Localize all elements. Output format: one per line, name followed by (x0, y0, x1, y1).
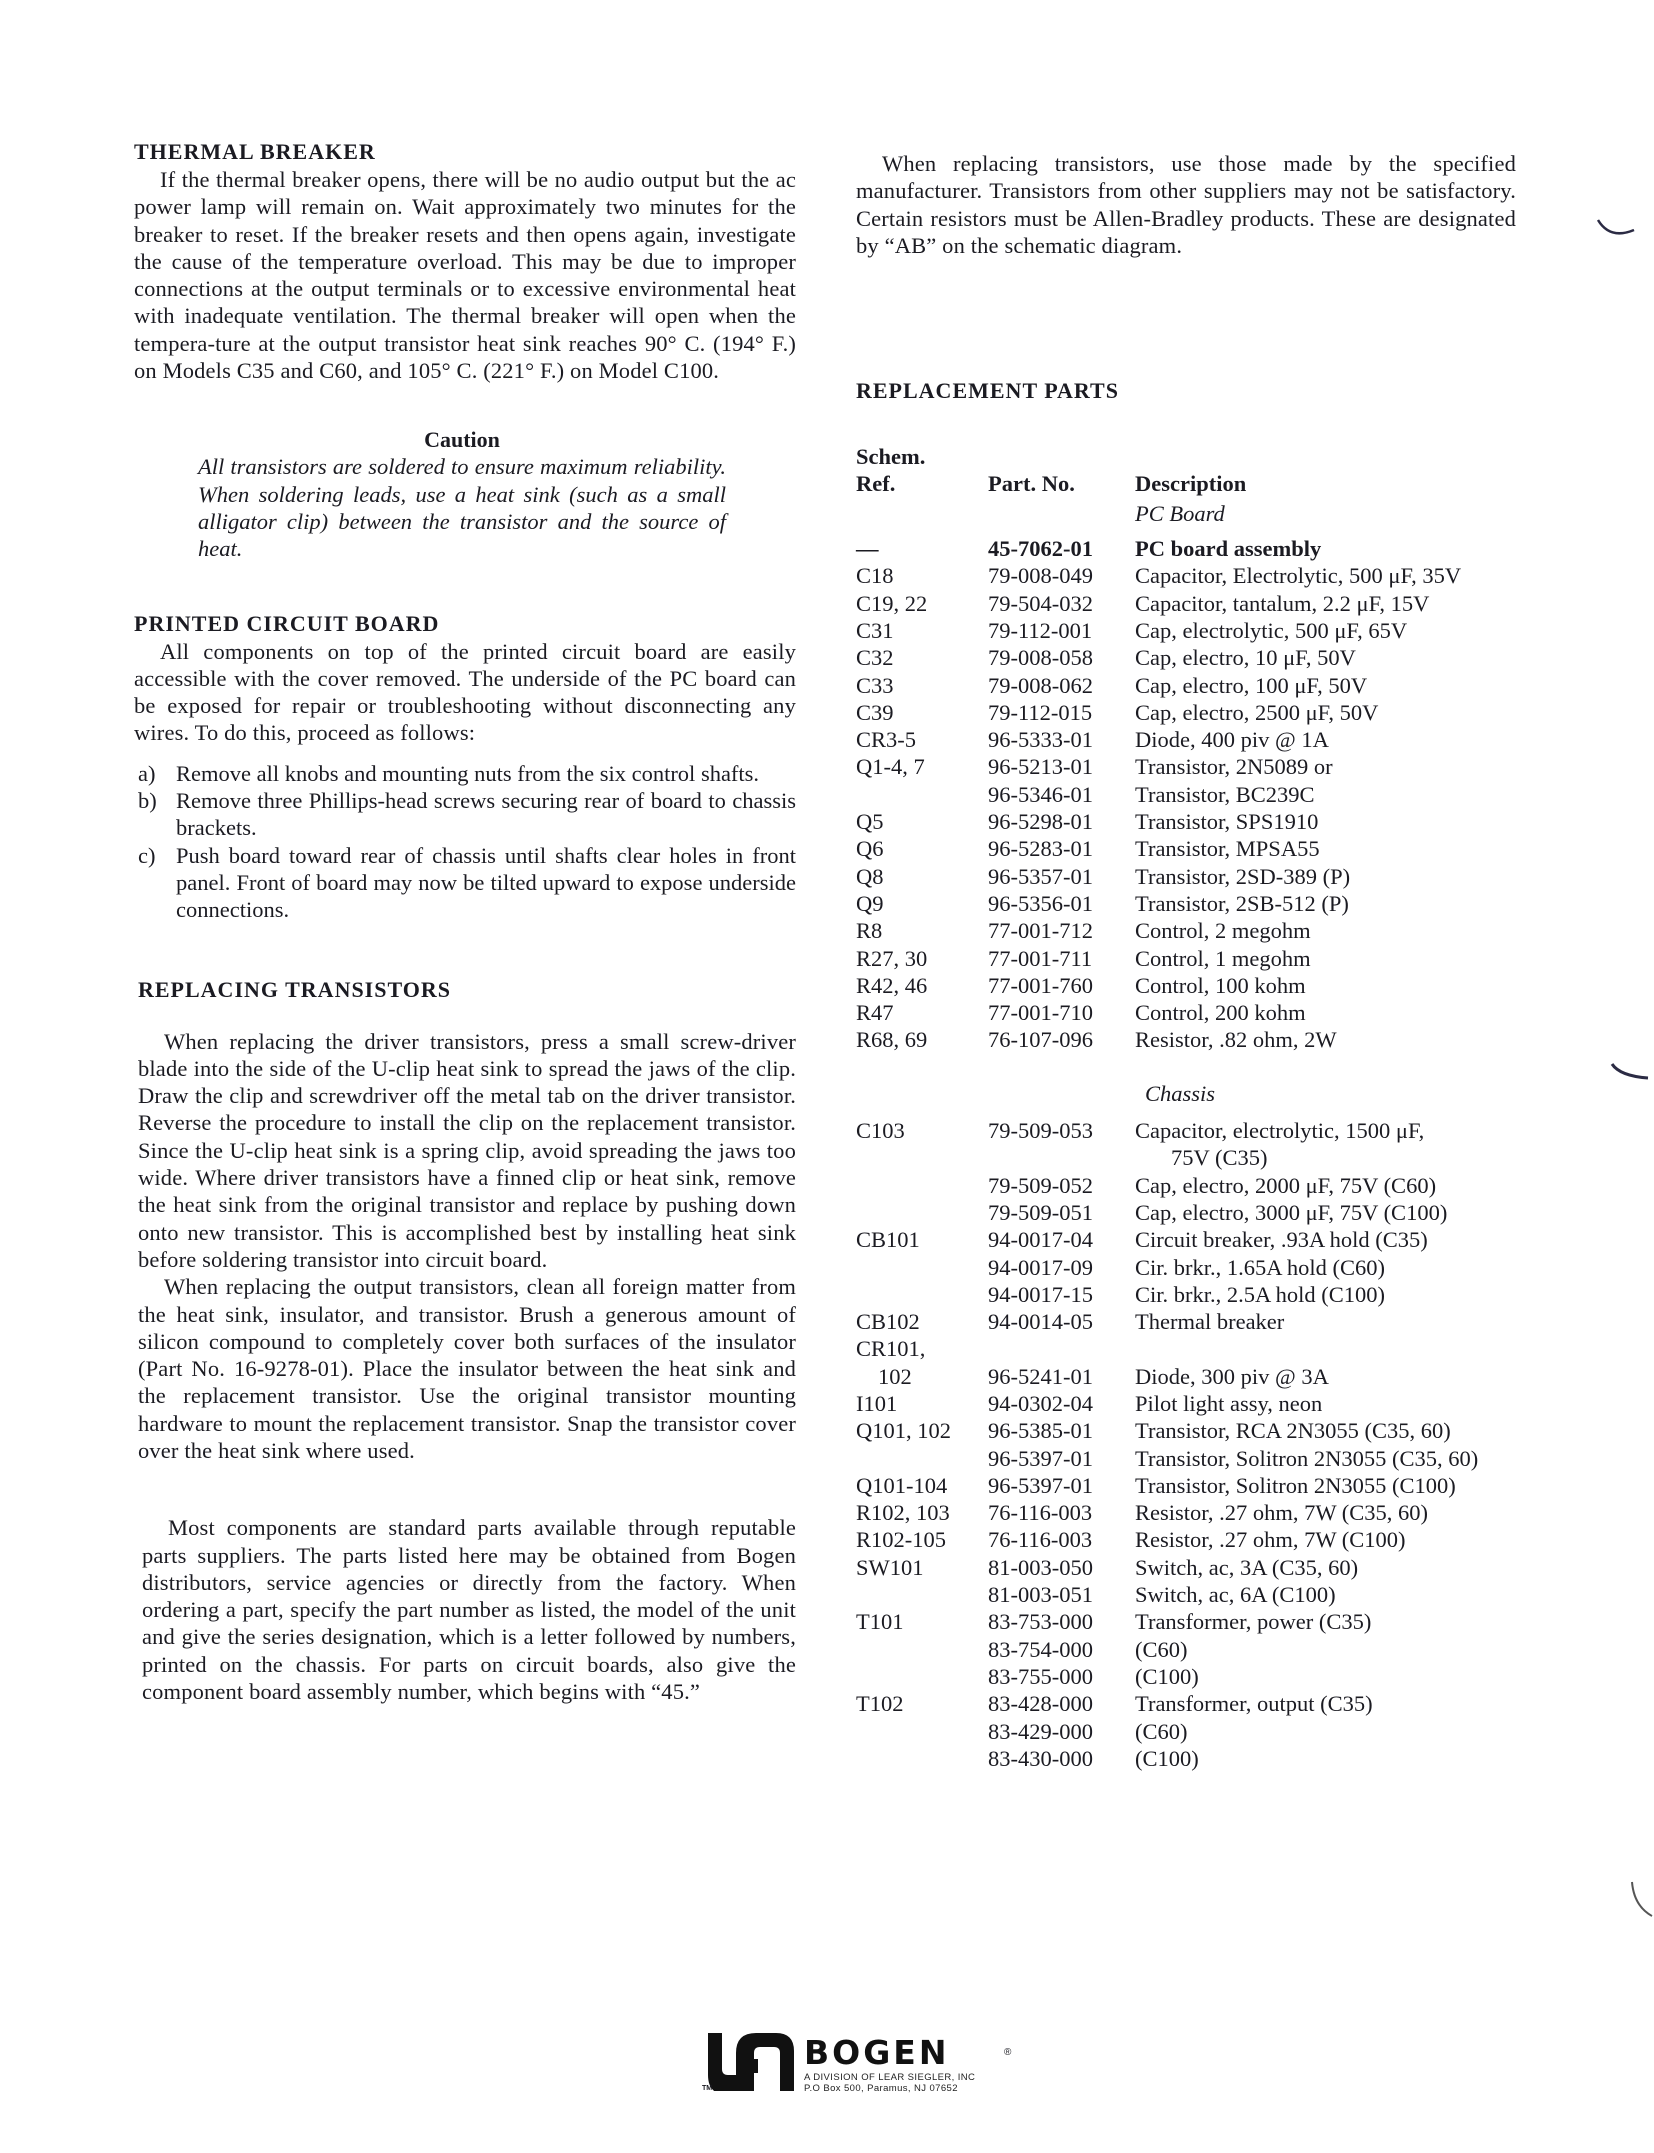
ref-text: T102 (856, 1691, 904, 1717)
cell-part-number: 83-430-000 (988, 1745, 1093, 1771)
ref-text: R27, 30 (856, 945, 928, 971)
step-text: Push board toward rear of chassis until shafts clear holes in front panel. Front of board may now be tilted upward to expose underside connections. (176, 842, 796, 923)
cell-part-number: 96-5213-01 (988, 754, 1093, 780)
cell-ref (856, 590, 988, 617)
cell-ref (856, 1199, 988, 1226)
subsection-title-pc-board: PC Board (1135, 500, 1225, 526)
table-row (856, 1554, 1478, 1581)
description-text: Transistor, 2SD-389 (P) (1135, 863, 1351, 889)
cell-ref (856, 726, 988, 753)
description-text: Transistor, Solitron 2N3055 (C100) (1135, 1472, 1456, 1498)
description-text: Pilot light assy, neon (1135, 1390, 1323, 1416)
trademark-mark: TM (702, 2085, 713, 2092)
description-text: (C100) (1135, 1663, 1199, 1689)
printed-circuit-board-section (134, 610, 796, 924)
description-text: Capacitor, tantalum, 2.2 μF, 15V (1135, 590, 1430, 616)
bogen-logo (704, 2025, 1034, 2097)
address-text: P.O Box 500, Paramus, NJ 07652 (804, 2083, 958, 2094)
caution-title: Caution (424, 427, 500, 453)
cell-ref (856, 1718, 988, 1745)
table-row (856, 1718, 1478, 1745)
ref-text: C31 (856, 617, 894, 643)
cell-description (1135, 1608, 1478, 1635)
cell-description (1135, 1026, 1478, 1053)
cell-part-number: 96-5385-01 (988, 1418, 1093, 1444)
cell-part-number: 96-5397-01 (988, 1472, 1093, 1498)
ref-text: Q101-104 (856, 1472, 948, 1498)
description-text: Thermal breaker (1135, 1309, 1285, 1335)
ref-text: C39 (856, 699, 894, 725)
cell-ref (856, 808, 988, 835)
cell-description (1135, 781, 1478, 808)
cell-part-number: 77-001-710 (988, 1000, 1093, 1026)
cell-description (1135, 1718, 1478, 1745)
description-text: Transistor, BC239C (1135, 781, 1315, 807)
cell-description (1135, 1417, 1478, 1444)
table-row (856, 1472, 1478, 1499)
ref-text: C19, 22 (856, 590, 928, 616)
ref-text: R102, 103 (856, 1500, 950, 1526)
cell-part-number: 79-112-015 (988, 699, 1093, 725)
cell-description (1135, 835, 1478, 862)
pcb-step (134, 787, 796, 842)
column-header-ref-line2: Ref. (856, 471, 896, 497)
ref-text: Q1-4, 7 (856, 754, 925, 780)
caution-box (198, 426, 726, 562)
table-row (856, 890, 1478, 917)
description-text: Cir. brkr., 2.5A hold (C100) (1135, 1281, 1386, 1307)
ref-text: CB101 (856, 1227, 920, 1253)
step-label: a) (138, 760, 156, 786)
description-text: Capacitor, Electrolytic, 500 μF, 35V (1135, 563, 1462, 589)
replacing-transistors-para-1: When replacing the driver transistors, press a small screw-driver blade into the side of the U-clip heat sink to spread the jaws of the clip. Draw the clip and screwdriver off the metal tab on the driver transistor. Reverse the procedure to install the clip on the replacement transistor. Since the U-clip heat sink is a spring clip, avoid spreading the jaws too wide. Where driver transistors have a finned clip or heat sink, remove the heat sink from the original transistor and replace by pushing down onto new transistor. This is accomplished best by installing heat sink before soldering transistor into circuit board. (138, 1028, 796, 1272)
cell-part-number: 81-003-051 (988, 1582, 1093, 1608)
table-row (856, 781, 1478, 808)
cell-part-number: 96-5397-01 (988, 1445, 1093, 1471)
description-text: Control, 100 kohm (1135, 972, 1306, 998)
table-row (856, 1117, 1478, 1172)
cell-ref (856, 1335, 988, 1390)
pcb-body: All components on top of the printed circuit board are easily accessible with the cover removed. The underside of the PC board can be exposed for repair or troubleshooting without disconnecting any wires. To do this, proceed as follows: (134, 638, 796, 746)
description-text: Transistor, SPS1910 (1135, 809, 1319, 835)
description-text: Cap, electrolytic, 500 μF, 65V (1135, 617, 1408, 643)
table-row (856, 1026, 1478, 1053)
cell-part-number: 76-116-003 (988, 1527, 1093, 1553)
cell-description (1135, 1636, 1478, 1663)
table-row (856, 617, 1478, 644)
cell-description (1135, 1690, 1478, 1717)
thermal-breaker-section (134, 138, 796, 384)
description-text: Resistor, .82 ohm, 2W (1135, 1027, 1337, 1053)
cell-part-number: 83-754-000 (988, 1636, 1093, 1662)
cell-part-number: 79-509-052 (988, 1172, 1093, 1198)
description-text: Transformer, output (C35) (1135, 1691, 1373, 1717)
ref-text: C33 (856, 672, 894, 698)
cell-ref (856, 1417, 988, 1444)
left-column (134, 138, 796, 1705)
scan-mark-icon (1596, 200, 1636, 240)
cell-ref (856, 917, 988, 944)
cell-ref (856, 535, 988, 562)
cell-part-number: 94-0017-04 (988, 1227, 1093, 1253)
table-row (856, 699, 1478, 726)
cell-ref (856, 1581, 988, 1608)
description-text: Circuit breaker, .93A hold (C35) (1135, 1227, 1428, 1253)
cell-description (1135, 1254, 1478, 1281)
replacing-transistors-heading: REPLACING TRANSISTORS (138, 976, 451, 1002)
description-text: Cir. brkr., 1.65A hold (C60) (1135, 1254, 1386, 1280)
table-row (856, 808, 1478, 835)
replacing-transistors-para-2: When replacing the output transistors, clean all foreign matter from the heat sink, insulator, and transistor. Brush a generous amount of silicon compound to completely cover both surfaces of the insulator (Part No. 16-9278-01). Place the insulator between the heat sink and the replacement transistor. Use the original transistor mounting hardware to mount the replacement transistor. Snap the transistor cover over the heat sink where used. (138, 1274, 796, 1463)
cell-description (1135, 1308, 1478, 1335)
cell-description (1135, 644, 1478, 671)
cell-description (1135, 672, 1478, 699)
ref-text: Q5 (856, 809, 884, 835)
cell-part-number: 76-116-003 (988, 1500, 1093, 1526)
cell-part-number: 96-5346-01 (988, 781, 1093, 807)
cell-part-number: 77-001-712 (988, 918, 1093, 944)
cell-part-number: 77-001-760 (988, 972, 1093, 998)
cell-description (1135, 1172, 1478, 1199)
description-text: Cap, electro, 2000 μF, 75V (C60) (1135, 1172, 1437, 1198)
cell-ref (856, 1608, 988, 1635)
description-text: Control, 2 megohm (1135, 918, 1311, 944)
description-text: Cap, electro, 10 μF, 50V (1135, 645, 1356, 671)
table-row (856, 863, 1478, 890)
ref-text: Q9 (856, 890, 884, 916)
ref-text: I101 (856, 1390, 898, 1416)
column-header-ref-line1: Schem. (856, 444, 926, 470)
ref-text: CB102 (856, 1309, 920, 1335)
caution-body: All transistors are soldered to ensure maximum reliability. When soldering leads, use a heat sink (such as a small alligator clip) between the transistor and the source of heat. (198, 454, 726, 562)
thermal-breaker-body: If the thermal breaker opens, there will be no audio output but the ac power lamp will remain on. Wait approximately two minutes for the breaker to reset. If the breaker resets and then opens again, investigate the cause of the temperature overload. This may be due to improper connections at the output terminals or to excessive environmental heat with inadequate ventilation. The thermal breaker will open when the tempera-ture at the output transistor heat sink reaches 90° C. (194° F.) on Models C35 and C60, and 105° C. (221° F.) on Model C100. (134, 167, 796, 384)
description-text: Cap, electro, 2500 μF, 50V (1135, 699, 1379, 725)
description-text: Transformer, power (C35) (1135, 1609, 1372, 1635)
cell-part-number: 83-429-000 (988, 1718, 1093, 1744)
description-text: Transistor, 2SB-512 (P) (1135, 890, 1349, 916)
cell-ref (856, 999, 988, 1026)
cell-part-number: 81-003-050 (988, 1554, 1093, 1580)
step-label: b) (138, 788, 157, 814)
cell-ref (856, 1690, 988, 1717)
cell-part-number: 77-001-711 (988, 945, 1093, 971)
replacement-parts-heading: REPLACEMENT PARTS (856, 378, 1119, 404)
ref-text: Q8 (856, 863, 884, 889)
ref-text: R42, 46 (856, 972, 928, 998)
cell-description (1135, 1663, 1478, 1690)
cell-ref (856, 1526, 988, 1553)
ref-text: C103 (856, 1118, 905, 1144)
cell-description (1135, 1281, 1478, 1308)
cell-description (1135, 1445, 1478, 1472)
cell-part-number: 83-753-000 (988, 1609, 1093, 1635)
cell-description (1135, 1390, 1478, 1417)
cell-ref (856, 863, 988, 890)
cell-ref (856, 1663, 988, 1690)
cell-description (1135, 999, 1478, 1026)
cell-part-number: 45-7062-01 (988, 536, 1093, 562)
cell-description (1135, 1226, 1478, 1253)
registered-mark: ® (1004, 2047, 1012, 2058)
cell-ref (856, 562, 988, 589)
cell-description (1135, 1581, 1478, 1608)
description-text: Cap, electro, 3000 μF, 75V (C100) (1135, 1199, 1448, 1225)
cell-description (1135, 590, 1478, 617)
cell-part-number: 79-008-049 (988, 563, 1093, 589)
cell-part-number: 83-755-000 (988, 1663, 1093, 1689)
description-text: Control, 1 megohm (1135, 945, 1311, 971)
cell-description (1135, 945, 1478, 972)
cell-part-number: 83-428-000 (988, 1691, 1093, 1717)
cell-part-number: 76-107-096 (988, 1027, 1093, 1053)
cell-description (1135, 1554, 1478, 1581)
ref-text: Q101, 102 (856, 1418, 951, 1444)
ref-text: SW101 (856, 1554, 924, 1580)
table-row (856, 972, 1478, 999)
cell-ref (856, 1308, 988, 1335)
description-text: (C100) (1135, 1745, 1199, 1771)
table-row (856, 1636, 1478, 1663)
lsi-logo-mark-icon (704, 2029, 794, 2091)
table-row (856, 1390, 1478, 1417)
description-text: Switch, ac, 3A (C35, 60) (1135, 1554, 1359, 1580)
cell-part-number: 96-5357-01 (988, 863, 1093, 889)
ref-text: R68, 69 (856, 1027, 928, 1053)
table-row (856, 1499, 1478, 1526)
step-label: c) (138, 842, 156, 868)
cell-ref (856, 1172, 988, 1199)
cell-ref (856, 890, 988, 917)
cell-ref (856, 1026, 988, 1053)
cell-ref (856, 1636, 988, 1663)
table-row (856, 1690, 1478, 1717)
description-text: Diode, 400 piv @ 1A (1135, 727, 1329, 753)
description-text: Transistor, MPSA55 (1135, 836, 1320, 862)
table-row (856, 726, 1478, 753)
cell-description (1135, 699, 1478, 726)
cell-description (1135, 917, 1478, 944)
cell-description (1135, 890, 1478, 917)
ref-text: R8 (856, 918, 883, 944)
table-row (856, 999, 1478, 1026)
description-text: Control, 200 kohm (1135, 1000, 1306, 1026)
description-text: Resistor, .27 ohm, 7W (C100) (1135, 1527, 1406, 1553)
table-header-row (856, 443, 1478, 498)
cell-ref (856, 644, 988, 671)
ref-text: C32 (856, 645, 894, 671)
cell-description (1135, 535, 1478, 562)
cell-ref (856, 1390, 988, 1417)
cell-part-number: 79-509-051 (988, 1199, 1093, 1225)
description-text: Transistor, Solitron 2N3055 (C35, 60) (1135, 1445, 1479, 1471)
cell-ref (856, 1254, 988, 1281)
table-row (856, 590, 1478, 617)
description-text-continued: 75V (C35) (1171, 1145, 1268, 1171)
cell-ref (856, 672, 988, 699)
ref-text: Q6 (856, 836, 884, 862)
table-row (856, 1226, 1478, 1253)
table-row (856, 1308, 1478, 1335)
pcb-step (134, 760, 796, 787)
table-row (856, 672, 1478, 699)
scan-mark-icon (1610, 1060, 1650, 1084)
ref-text: CR3-5 (856, 727, 917, 753)
table-row (856, 1254, 1478, 1281)
right-column (856, 150, 1516, 1772)
division-text: A DIVISION OF LEAR SIEGLER, INC (804, 2072, 976, 2083)
table-row (856, 753, 1478, 780)
ref-text: C18 (856, 563, 894, 589)
table-row (856, 1745, 1478, 1772)
cell-ref (856, 1499, 988, 1526)
description-text: Transistor, 2N5089 or (1135, 754, 1333, 780)
cell-description (1135, 1335, 1478, 1390)
cell-ref (856, 699, 988, 726)
ref-text: R47 (856, 1000, 894, 1026)
column-header-ref (856, 443, 988, 498)
cell-ref (856, 1745, 988, 1772)
table-row (856, 535, 1478, 562)
cell-ref (856, 1472, 988, 1499)
table-row (856, 1663, 1478, 1690)
ref-text: R102-105 (856, 1527, 946, 1553)
replacement-parts-table (856, 443, 1478, 1772)
subsection-row (856, 1054, 1478, 1117)
cell-ref (856, 835, 988, 862)
table-row (856, 945, 1478, 972)
cell-ref (856, 945, 988, 972)
cell-ref (856, 972, 988, 999)
column-header-description: Description (1135, 471, 1247, 497)
cell-description (1135, 863, 1478, 890)
thermal-breaker-heading: THERMAL BREAKER (134, 139, 376, 164)
table-row (856, 1581, 1478, 1608)
cell-part-number: 79-008-062 (988, 672, 1093, 698)
cell-ref (856, 753, 988, 780)
pcb-heading: PRINTED CIRCUIT BOARD (134, 610, 440, 636)
cell-ref (856, 1281, 988, 1308)
cell-part-number: 94-0014-05 (988, 1309, 1093, 1335)
description-text: Cap, electro, 100 μF, 50V (1135, 672, 1368, 698)
table-row (856, 1281, 1478, 1308)
table-row (856, 1199, 1478, 1226)
cell-description (1135, 808, 1478, 835)
description-text: (C60) (1135, 1718, 1188, 1744)
ref-text-continued: 102 (878, 1363, 912, 1389)
cell-part-number: 96-5283-01 (988, 836, 1093, 862)
cell-description (1135, 1117, 1478, 1172)
cell-ref (856, 781, 988, 808)
cell-description (1135, 1199, 1478, 1226)
table-row (856, 1417, 1478, 1444)
brand-name: BOGEN (804, 2033, 950, 2072)
step-text: Remove three Phillips-head screws securing rear of board to chassis brackets. (176, 788, 796, 841)
column-header-part-no: Part. No. (988, 471, 1075, 497)
parts-ordering-note: Most components are standard parts available through reputable parts suppliers. The parts listed here may be obtained from Bogen distributors, service agencies or directly from the factory. When ordering a part, specify the part number as listed, the model of the unit and give the series designation, which is a letter followed by numbers, printed on the chassis. For parts on circuit boards, also give the component board assembly number, which begins with “45.” (142, 1515, 796, 1705)
scan-mark-icon (1630, 1880, 1654, 1920)
description-text: Switch, ac, 6A (C100) (1135, 1582, 1336, 1608)
cell-description (1135, 617, 1478, 644)
cell-description (1135, 1745, 1478, 1772)
subsection-row (856, 498, 1478, 535)
cell-part-number: 79-504-032 (988, 590, 1093, 616)
replacing-transistors-section (134, 976, 796, 1465)
cell-description (1135, 562, 1478, 589)
description-text: Capacitor, electrolytic, 1500 μF, (1135, 1118, 1425, 1144)
table-row (856, 1335, 1478, 1390)
pcb-steps (134, 760, 796, 924)
table-row (856, 644, 1478, 671)
table-row (856, 1172, 1478, 1199)
transistor-manufacturer-note: When replacing transistors, use those made by the specified manufacturer. Transistors from other suppliers may not be satisfactory. Certain resistors must be Allen-Bradley products. These are designated by “AB” on the schematic diagram. (856, 151, 1516, 258)
cell-ref (856, 1554, 988, 1581)
table-row (856, 562, 1478, 589)
cell-description (1135, 1499, 1478, 1526)
description-text: (C60) (1135, 1636, 1188, 1662)
cell-part-number: 79-112-001 (988, 617, 1093, 643)
ref-text: — (856, 536, 879, 562)
cell-description (1135, 753, 1478, 780)
description-text: Resistor, .27 ohm, 7W (C35, 60) (1135, 1500, 1429, 1526)
cell-ref (856, 1226, 988, 1253)
cell-ref (856, 1117, 988, 1172)
description-text: PC board assembly (1135, 536, 1322, 562)
table-row (856, 917, 1478, 944)
pcb-step (134, 842, 796, 924)
description-text: Transistor, RCA 2N3055 (C35, 60) (1135, 1418, 1451, 1444)
ref-text: CR101, (856, 1336, 926, 1362)
cell-description (1135, 1526, 1478, 1553)
cell-ref (856, 1445, 988, 1472)
cell-part-number: 96-5241-01 (988, 1363, 1093, 1389)
subsection-title-chassis: Chassis (1145, 1080, 1216, 1106)
cell-part-number: 94-0017-15 (988, 1281, 1093, 1307)
cell-description (1135, 972, 1478, 999)
cell-description (1135, 1472, 1478, 1499)
cell-part-number: 96-5333-01 (988, 727, 1093, 753)
ref-text: T101 (856, 1609, 904, 1635)
cell-part-number: 79-509-053 (988, 1118, 1093, 1144)
cell-ref (856, 617, 988, 644)
step-text: Remove all knobs and mounting nuts from the six control shafts. (176, 760, 760, 786)
cell-part-number: 96-5298-01 (988, 809, 1093, 835)
description-text: Diode, 300 piv @ 3A (1135, 1363, 1329, 1389)
cell-part-number: 94-0017-09 (988, 1254, 1093, 1280)
table-row (856, 1445, 1478, 1472)
table-row (856, 835, 1478, 862)
cell-part-number: 96-5356-01 (988, 890, 1093, 916)
table-row (856, 1526, 1478, 1553)
table-row (856, 1608, 1478, 1635)
cell-part-number: 94-0302-04 (988, 1390, 1093, 1416)
cell-part-number: 79-008-058 (988, 645, 1093, 671)
cell-description (1135, 726, 1478, 753)
